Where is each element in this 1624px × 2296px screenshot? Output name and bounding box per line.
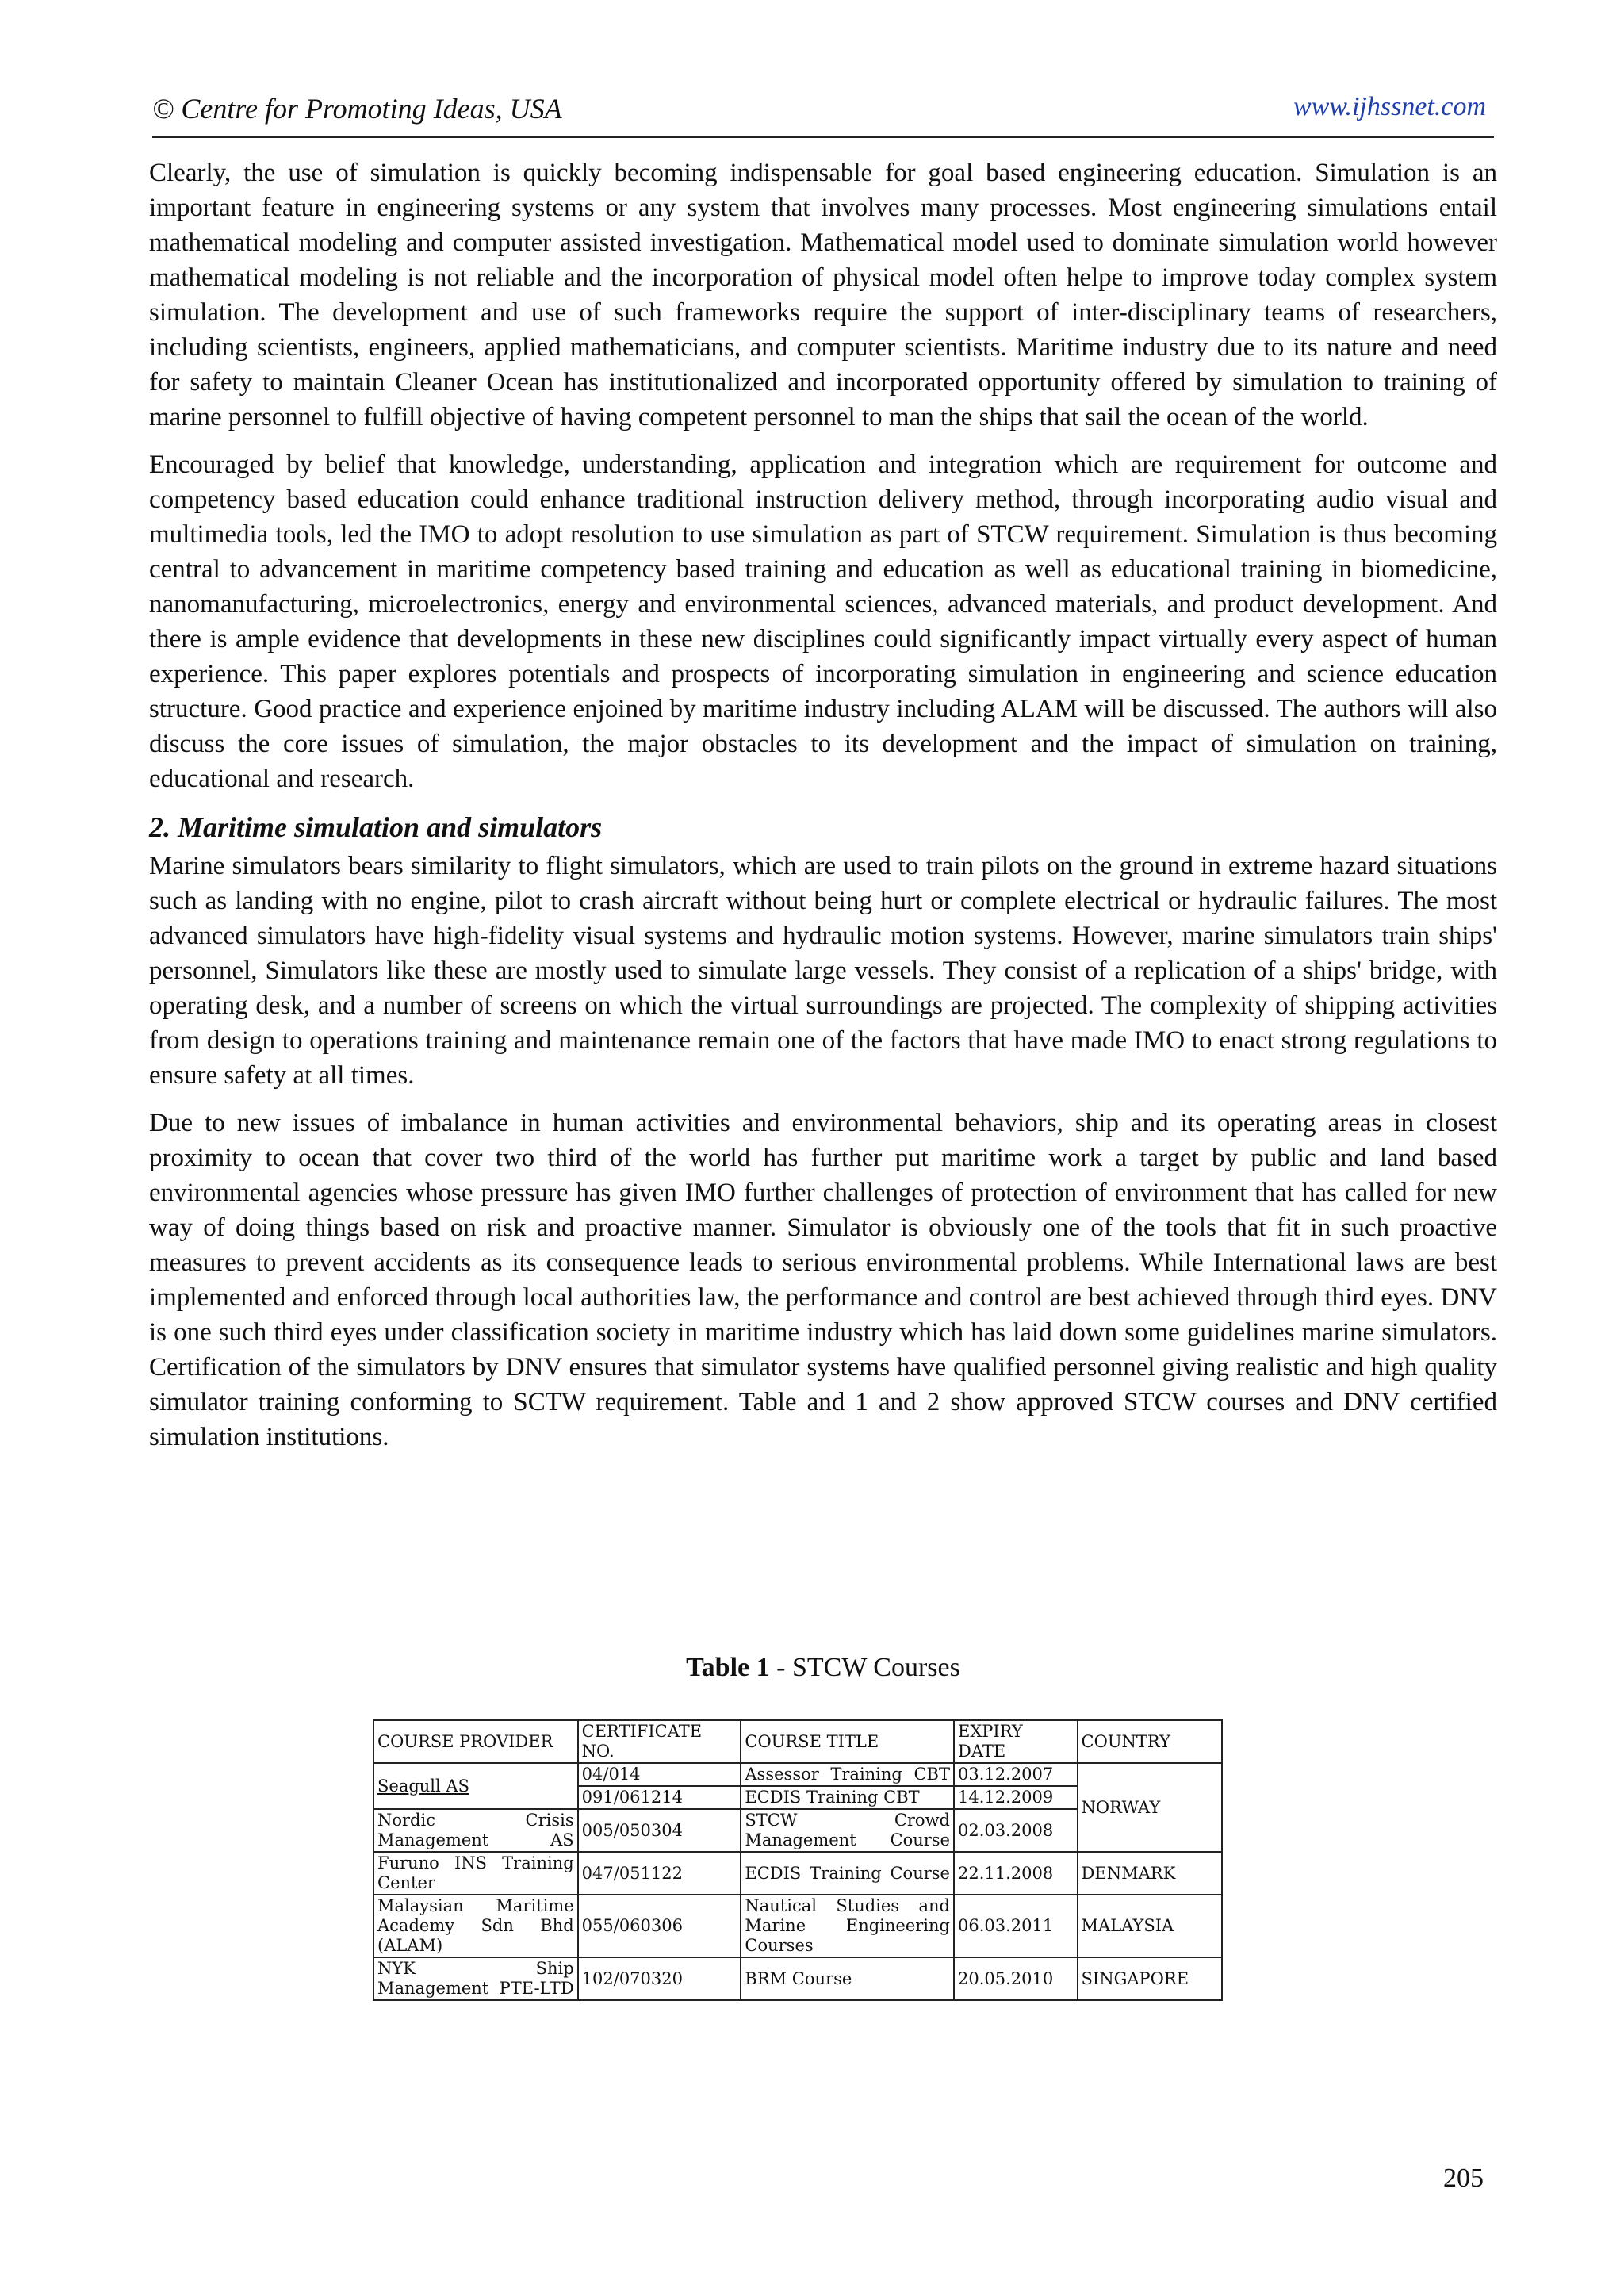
cell-certificate: 047/051122 bbox=[578, 1852, 741, 1895]
cell-provider: Furuno INS Training Center bbox=[373, 1852, 578, 1895]
cell-provider: NYK Ship Management PTE-LTD bbox=[373, 1957, 578, 2000]
section-heading: 2. Maritime simulation and simulators bbox=[149, 811, 603, 843]
cell-certificate: 005/050304 bbox=[578, 1809, 741, 1852]
cell-expiry: 22.11.2008 bbox=[954, 1852, 1078, 1895]
cell-expiry: 20.05.2010 bbox=[954, 1957, 1078, 2000]
stcw-table-wrapper bbox=[373, 1719, 1223, 2001]
cell-provider: Seagull AS bbox=[373, 1763, 578, 1809]
header-cell-expiry: EXPIRY DATE bbox=[954, 1720, 1078, 1763]
cell-expiry: 06.03.2011 bbox=[954, 1895, 1078, 1957]
table-header-row bbox=[373, 1720, 1222, 1763]
cell-certificate: 055/060306 bbox=[578, 1895, 741, 1957]
table-caption-text: STCW Courses bbox=[791, 1653, 960, 1682]
cell-expiry: 03.12.2007 bbox=[954, 1763, 1078, 1786]
table-row bbox=[373, 1852, 1222, 1895]
cell-certificate: 102/070320 bbox=[578, 1957, 741, 2000]
cell-country: SINGAPORE bbox=[1078, 1957, 1222, 2000]
table-caption-label: Table 1 bbox=[686, 1653, 770, 1682]
header-cell-provider: COURSE PROVIDER bbox=[373, 1720, 578, 1763]
cell-title: ECDIS Training Course bbox=[741, 1852, 954, 1895]
table-row bbox=[373, 1957, 1222, 2000]
table-caption-sep: - bbox=[769, 1653, 792, 1682]
article-body bbox=[149, 155, 1497, 1467]
cell-title: Assessor Training CBT bbox=[741, 1763, 954, 1786]
table-row bbox=[373, 1763, 1222, 1786]
cell-expiry: 14.12.2009 bbox=[954, 1786, 1078, 1809]
header-cell-title: COURSE TITLE bbox=[741, 1720, 954, 1763]
publisher-credit: © Centre for Promoting Ideas, USA bbox=[152, 93, 562, 125]
cell-provider: Malaysian Maritime Academy Sdn Bhd (ALAM) bbox=[373, 1895, 578, 1957]
cell-certificate: 091/061214 bbox=[578, 1786, 741, 1809]
cell-country: NORWAY bbox=[1078, 1763, 1222, 1852]
cell-country: MALAYSIA bbox=[1078, 1895, 1222, 1957]
paragraph: Due to new issues of imbalance in human activities and environmental behaviors, ship and its operating areas in closest proximity to ocean that cover two third of the world has further put maritime work a target by public and land based environmental agencies whose pressure has given IMO further challenges of protection of environment that has called for new way of doing things based on risk and proactive manner. Simulator is obviously one of the tools that fit in such proactive measures to prevent accidents as its consequence leads to serious environmental problems. While International laws are best implemented and enforced through local authorities law, the performance and control are best achieved through third eyes. DNV is one such third eyes under classification society in maritime industry which has laid down some guidelines marine simulators. Certification of the simulators by DNV ensures that simulator systems have qualified personnel giving realistic and high quality simulator training conforming to SCTW requirement. Table and 1 and 2 show approved STCW courses and DNV certified simulation institutions. bbox=[149, 1109, 1497, 1451]
paragraph: Marine simulators bears similarity to flight simulators, which are used to train pilots on the ground in extreme hazard situations such as landing with no engine, pilot to crash aircraft without being hurt or complete electrical or hydraulic failures. The most advanced simulators have high-fidelity visual systems and hydraulic motion systems. However, marine simulators train ships' personnel, Simulators like these are mostly used to simulate large vessels. They consist of a replication of a ships' bridge, with operating desk, and a number of screens on which the virtual surroundings are projected. The complexity of shipping activities from design to operations training and maintenance remain one of the factors that have made IMO to enact strong regulations to ensure safety at all times. bbox=[149, 852, 1497, 1090]
header-rule bbox=[152, 136, 1494, 138]
cell-certificate: 04/014 bbox=[578, 1763, 741, 1786]
paragraph: Encouraged by belief that knowledge, understanding, application and integration which are requirement for outcome and competency based education could enhance traditional instruction delivery method, through incorporating audio visual and multimedia tools, led the IMO to adopt resolution to use simulation as part of STCW requirement. Simulation is thus becoming central to advancement in maritime competency based training and education as well as educational training in biomedicine, nanomanufacturing, microelectronics, energy and environmental sciences, advanced materials, and product development. And there is ample evidence that developments in these new disciplines could significantly impact virtually every aspect of human experience. This paper explores potentials and prospects of incorporating simulation in engineering and science education structure. Good practice and experience enjoined by maritime industry including ALAM will be discussed. The authors will also discuss the core issues of simulation, the major obstacles to its development and the impact of simulation on training, educational and research. bbox=[149, 450, 1497, 793]
journal-url-link[interactable]: www.ijhssnet.com bbox=[1293, 92, 1486, 121]
cell-title: Nautical Studies and Marine Engineering Courses bbox=[741, 1895, 954, 1957]
table-row bbox=[373, 1895, 1222, 1957]
cell-title: STCW Crowd Management Course bbox=[741, 1809, 954, 1852]
cell-country: DENMARK bbox=[1078, 1852, 1222, 1895]
header-cell-country: COUNTRY bbox=[1078, 1720, 1222, 1763]
stcw-courses-table bbox=[373, 1719, 1223, 2001]
cell-title: ECDIS Training CBT bbox=[741, 1786, 954, 1809]
cell-expiry: 02.03.2008 bbox=[954, 1809, 1078, 1852]
header-cell-certificate: CERTIFICATE NO. bbox=[578, 1720, 741, 1763]
paragraph: Clearly, the use of simulation is quickly becoming indispensable for goal based engineering education. Simulation is an important feature in engineering systems or any system that involves many processes. Most engineering simulations entail mathematical modeling and computer assisted investigation. Mathematical model used to dominate simulation world however mathematical modeling is not reliable and the incorporation of physical model often helpe to improve today complex system simulation. The development and use of such frameworks require the support of inter-disciplinary teams of researchers, including scientists, engineers, applied mathematicians, and computer scientists. Maritime industry due to its nature and need for safety to maintain Cleaner Ocean has institutionalized and incorporated opportunity offered by simulation to training of marine personnel to fulfill objective of having competent personnel to man the ships that sail the ocean of the world. bbox=[149, 159, 1497, 431]
page-number: 205 bbox=[1443, 2164, 1484, 2193]
cell-provider: Nordic Crisis Management AS bbox=[373, 1809, 578, 1852]
table-caption bbox=[149, 1653, 1497, 1683]
cell-title: BRM Course bbox=[741, 1957, 954, 2000]
running-header bbox=[152, 92, 1494, 140]
